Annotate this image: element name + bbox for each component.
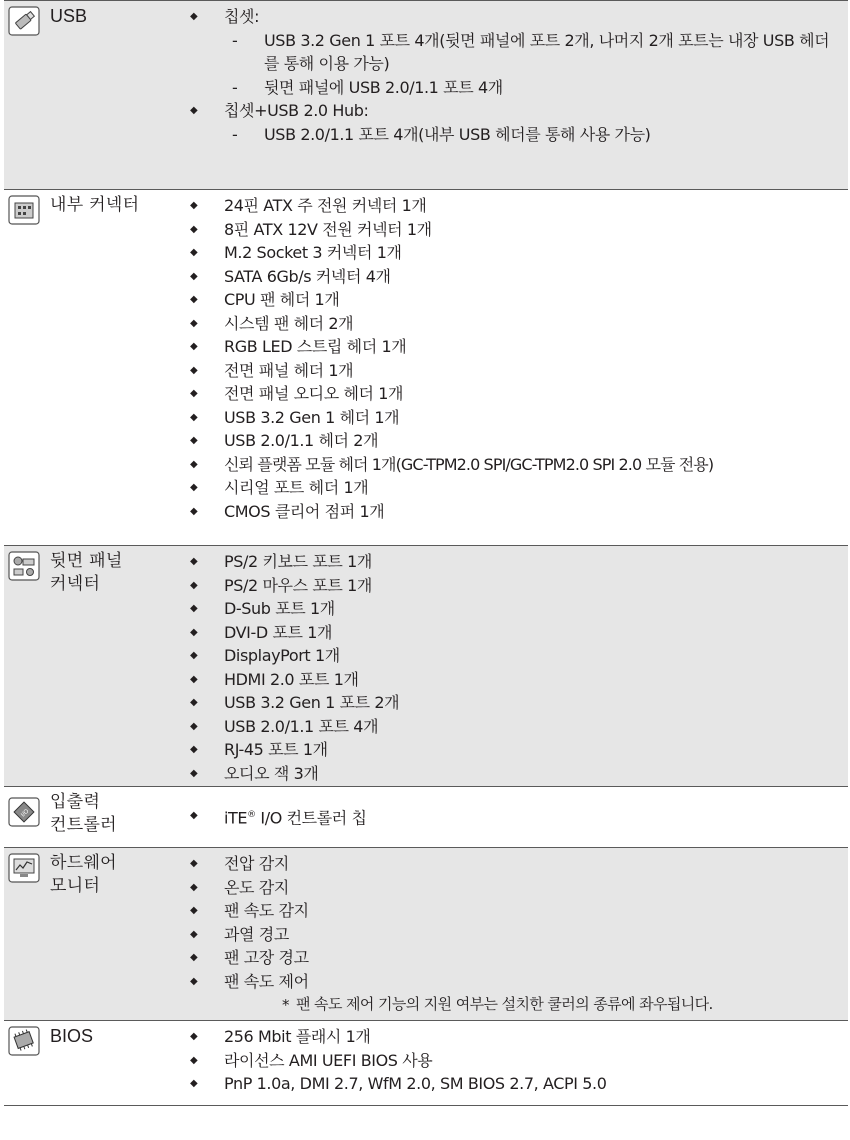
list-item: ◆ CMOS 클리어 점퍼 1개 [190, 501, 385, 521]
list-item: ◆ 오디오 잭 3개 [190, 763, 319, 783]
sub-item: - 뒷면 패널에 USB 2.0/1.1 포트 4개 [186, 76, 848, 100]
list-item: ◆ 팬 속도 감지 [190, 901, 309, 920]
list-item: ◆ iTE® I/O 컨트롤러 칩 [190, 808, 367, 828]
bullet: ◆ [190, 11, 198, 22]
list-item: ◆ 팬 고장 경고 [190, 948, 309, 967]
list-item: ◆ 8핀 ATX 12V 전원 커넥터 1개 [190, 219, 432, 239]
rear-content [186, 550, 848, 785]
bullet: ◆ [190, 105, 198, 116]
motherboard-connector-icon [8, 195, 40, 225]
io-row [4, 786, 848, 847]
internal-content [186, 194, 848, 523]
bios-label: BIOS [50, 1026, 94, 1046]
list-item: ◆ CPU 팬 헤더 1개 [190, 290, 340, 309]
bios-row [4, 1020, 848, 1106]
list-item: ◆ USB 3.2 Gen 1 포트 2개 [190, 693, 400, 712]
list-item: ◆ 전면 패널 헤더 1개 [190, 360, 354, 380]
spec-table [4, 0, 848, 1106]
list-item: ◆ 라이선스 AMI UEFI BIOS 사용 [190, 1050, 433, 1070]
list-item: ◆ 온도 감지 [190, 877, 289, 897]
list-item: ◆ 시리얼 포트 헤더 1개 [190, 478, 369, 497]
sub-item: - USB 2.0/1.1 포트 4개(내부 USB 헤더를 통해 사용 가능) [186, 123, 848, 147]
io-label: 입출력 컨트롤러 [50, 792, 117, 835]
io-chip-icon [8, 797, 40, 827]
list-item: ◆ 256 Mbit 플래시 1개 [190, 1027, 371, 1046]
hwmon-row [4, 847, 848, 1020]
list-item: ◆ 칩셋+USB 2.0 Hub: [186, 99, 848, 123]
list-item: ◆ DisplayPort 1개 [190, 646, 340, 665]
rear-panel-connector-icon [8, 551, 40, 581]
list-item: ◆ PnP 1.0a, DMI 2.7, WfM 2.0, SM BIOS 2.7, ACPI 5.0 [190, 1074, 607, 1093]
rear-label: 뒷면 패널 커넥터 [50, 551, 123, 594]
bios-content [186, 1025, 848, 1096]
list-item: ◆ 24핀 ATX 주 전원 커넥터 1개 [190, 196, 427, 215]
list-item: ◆ 전면 패널 오디오 헤더 1개 [190, 384, 404, 403]
internal-row [4, 189, 848, 545]
internal-label: 내부 커넥터 [50, 195, 140, 215]
list-item: ◆ 전압 감지 [190, 854, 289, 873]
hardware-monitor-icon [8, 853, 40, 883]
bios-chip-icon [8, 1026, 40, 1056]
list-item: ◆ PS/2 키보드 포트 1개 [190, 552, 372, 571]
dash: - [232, 30, 238, 50]
usb-stick-icon [8, 6, 40, 36]
list-item: ◆ SATA 6Gb/s 커넥터 4개 [190, 266, 391, 286]
svg-text:I/O: I/O [20, 808, 31, 819]
list-item: ◆ 시스템 팬 헤더 2개 [190, 313, 354, 333]
list-item: ◆ M.2 Socket 3 커넥터 1개 [190, 243, 402, 262]
dash: - [232, 124, 238, 144]
list-item: ◆ RJ-45 포트 1개 [190, 740, 328, 759]
list-item: ◆ HDMI 2.0 포트 1개 [190, 669, 359, 689]
list-item: ◆ USB 3.2 Gen 1 헤더 1개 [190, 407, 400, 427]
list-item: ◆ 신뢰 플랫폼 모듈 헤더 1개(GC-TPM2.0 SPI/GC-TPM2.0 SPI 2.0 모듈 전용) [190, 454, 714, 474]
usb-row [4, 0, 848, 189]
list-item: ◆ 과열 경고 [190, 924, 289, 944]
list-item: ◆ USB 2.0/1.1 포트 4개 [190, 716, 379, 736]
list-item: ◆ 칩셋: [186, 5, 848, 29]
list-item: ◆ USB 2.0/1.1 헤더 2개 [190, 431, 379, 450]
list-item: ◆ D-Sub 포트 1개 [190, 599, 335, 618]
usb-content [186, 5, 848, 146]
rear-row [4, 545, 848, 786]
list-item: ◆ 팬 속도 제어 [190, 971, 309, 991]
list-item: ◆ PS/2 마우스 포트 1개 [190, 575, 372, 595]
usb-label: USB [50, 6, 88, 26]
hwmon-label: 하드웨어 모니터 [50, 853, 117, 896]
io-content [186, 804, 848, 830]
list-item: ◆ RGB LED 스트립 헤더 1개 [190, 337, 407, 356]
hwmon-content [186, 852, 848, 1015]
footnote: * 팬 속도 제어 기능의 지원 여부는 설치한 쿨러의 종류에 좌우됩니다. [282, 995, 713, 1014]
sub-item: - USB 3.2 Gen 1 포트 4개(뒷면 패널에 포트 2개, 나머지 2개 포트는 내장 USB 헤더를 통해 이용 가능) [232, 30, 830, 73]
dash: - [232, 77, 238, 97]
list-item: ◆ DVI-D 포트 1개 [190, 622, 333, 642]
